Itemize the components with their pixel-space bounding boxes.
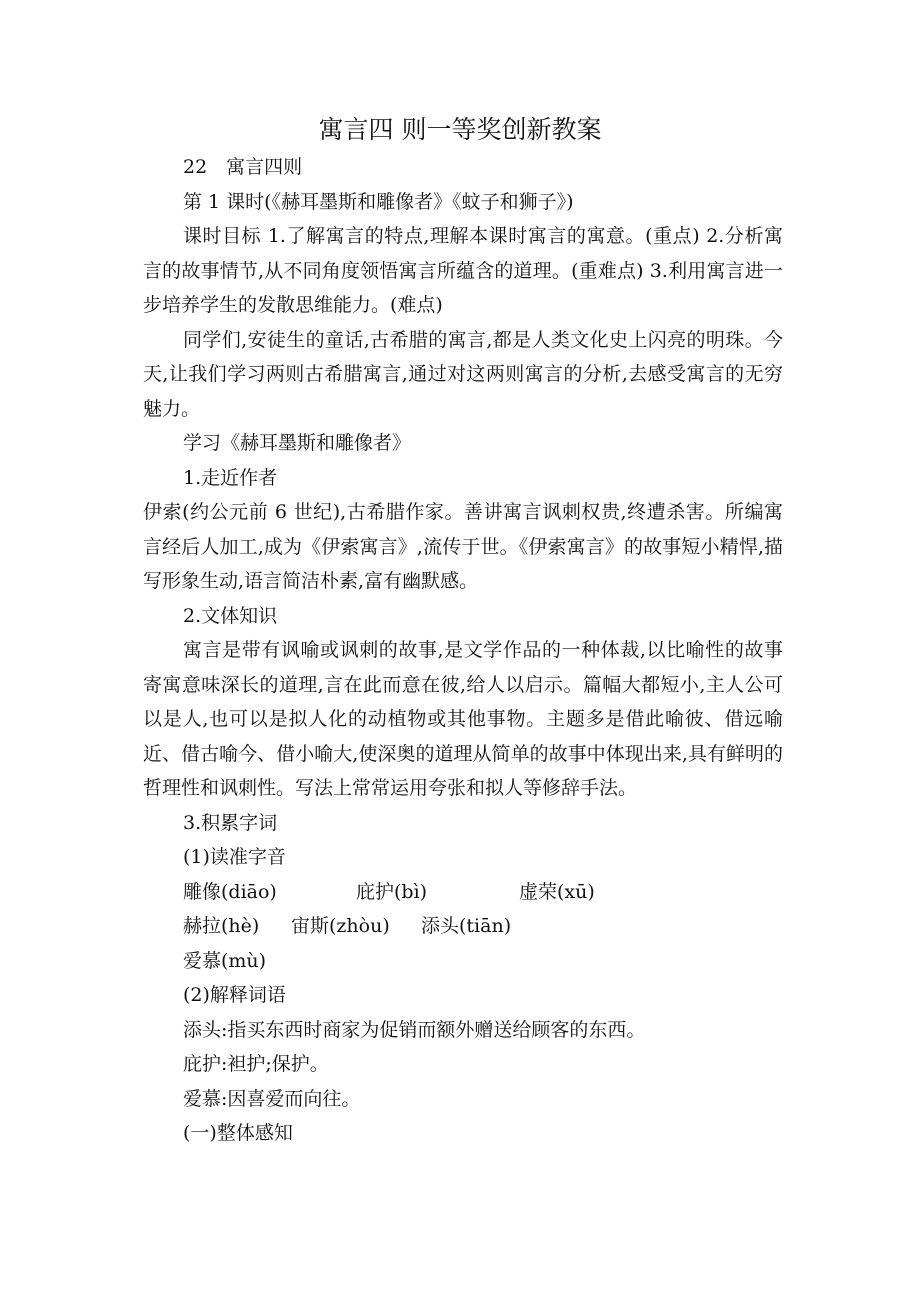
period-line: 第 1 课时(《赫耳墨斯和雕像者》《蚊子和狮子》) [183, 190, 574, 213]
author-paragraph: 伊索(约公元前 6 世纪),古希腊作家。善讲寓言讽刺权贵,终遭杀害。所编寓言经后人加工,成为《伊索寓言》,流传于世。《伊索寓言》的故事短小精悍,描写形象生动,语言简洁朴素,富有幽默感。 [143, 501, 783, 592]
definition-item: 添头:指买东西时商家为促销而额外赠送给顾客的东西。 [183, 1018, 646, 1041]
document-title: 寓言四 则一等奖创新教案 [318, 115, 602, 144]
pronunciation-item: 爱慕(mù) [183, 949, 267, 972]
section-heading-genre: 2.文体知识 [183, 604, 278, 627]
pronunciation-item: 赫拉(hè) [183, 915, 260, 937]
pronunciation-item: 添头(tiān) [421, 915, 512, 937]
definitions-heading: (2)解释词语 [183, 984, 286, 1006]
definition-item: 爱慕:因喜爱而向往。 [183, 1087, 361, 1110]
pronunciation-row [143, 909, 783, 944]
study-heading: 学习《赫耳墨斯和雕像者》 [183, 432, 412, 454]
section-heading-author: 1.走近作者 [183, 466, 278, 489]
section-heading-vocabulary: 3.积累字词 [183, 811, 278, 834]
part-heading-overview: (一)整体感知 [183, 1122, 293, 1144]
lesson-line: 22 寓言四则 [183, 156, 303, 178]
pronunciation-row [143, 875, 783, 910]
pronunciation-item: 虚荣(xū) [519, 880, 595, 903]
genre-paragraph: 寓言是带有讽喻或讽刺的故事,是文学作品的一种体裁,以比喻性的故事寄寓意味深长的道理,言在此而意在彼,给人以启示。篇幅大都短小,主人公可以是人,也可以是拟人化的动植物或其他事物。主题多是借此喻彼、借远喻近、借古喻今、借小喻大,使深奥的道理从简单的故事中体现出来,具有鲜明的哲理性和讽刺性。写法上常常运用夸张和拟人等修辞手法。 [143, 639, 783, 799]
document-body [143, 150, 783, 1151]
pronunciation-row [143, 944, 783, 979]
pronunciation-heading: (1)读准字音 [183, 846, 286, 868]
pronunciation-item: 雕像(diāo) [183, 880, 277, 903]
objectives-paragraph: 课时目标 1.了解寓言的特点,理解本课时寓言的寓意。(重点) 2.分析寓言的故事情节,从不同角度领悟寓言所蕴含的道理。(重难点) 3.利用寓言进一步培养学生的发散思维能力。(难点) [143, 225, 783, 316]
pronunciation-item: 庇护(bì) [356, 880, 428, 903]
definition-item: 庇护:袒护;保护。 [183, 1053, 329, 1075]
intro-paragraph: 同学们,安徒生的童话,古希腊的寓言,都是人类文化史上闪亮的明珠。今天,让我们学习两则古希腊寓言,通过对这两则寓言的分析,去感受寓言的无穷魅力。 [143, 328, 783, 420]
pronunciation-item: 宙斯(zhòu) [291, 915, 390, 937]
